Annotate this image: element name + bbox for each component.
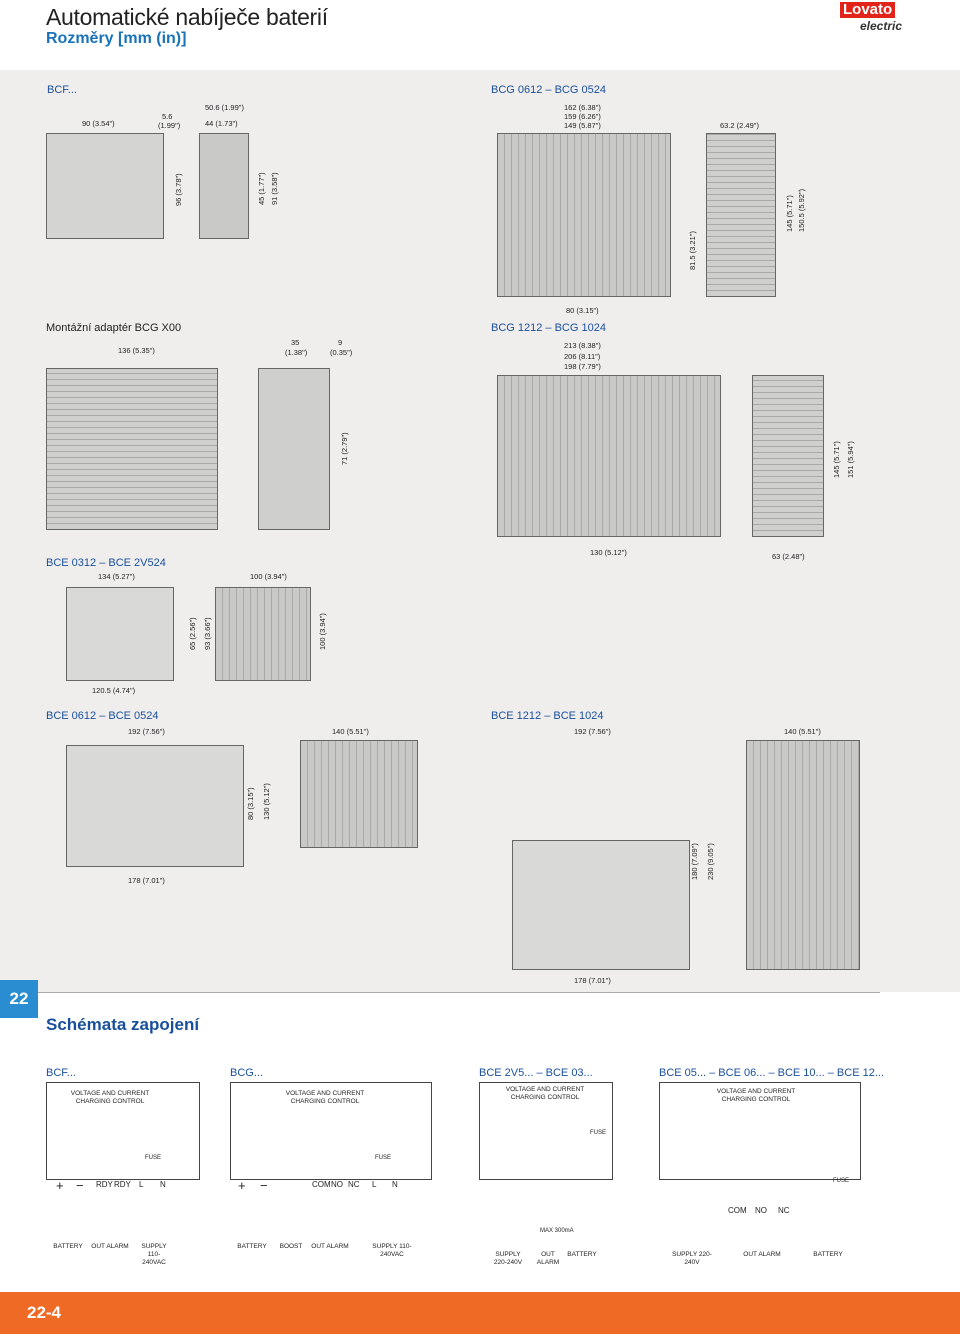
bcg0612-d3: 149 (5.87") xyxy=(564,121,601,130)
bcg0612-d8: 80 (3.15") xyxy=(566,306,599,315)
schem-bce05-t0: COM xyxy=(728,1206,747,1215)
bce0612-side-view xyxy=(300,740,418,848)
bce0612-d2: 140 (5.51") xyxy=(332,727,369,736)
bcf-front-view xyxy=(46,133,164,239)
bce1212-d3: 180 (7.09") xyxy=(690,843,699,880)
schem-bce2v5-b2: BATTERY xyxy=(567,1251,597,1258)
page-title: Automatické nabíječe baterií xyxy=(46,4,328,30)
schem-bcg-b3: SUPPLY 110-240VAC xyxy=(372,1243,412,1258)
bcg0612-front-view xyxy=(497,133,671,297)
bcg1212-d1: 213 (8.38") xyxy=(564,341,601,350)
schem-bcg-t2: COM xyxy=(312,1180,331,1189)
bcg0612-label: BCG 0612 – BCG 0524 xyxy=(491,84,606,96)
bce0312-d5: 100 (3.94") xyxy=(318,613,327,650)
bcg0612-d7: 150.5 (5.92") xyxy=(797,188,806,232)
bcf-d4: 44 (1.73") xyxy=(205,119,238,128)
bce0612-d4: 130 (5.12") xyxy=(262,783,271,820)
schem-bcg-t6: N xyxy=(392,1180,398,1189)
schem-bcg-fuse: FUSE xyxy=(375,1155,392,1161)
schem-bcg-box-label: VOLTAGE AND CURRENT CHARGING CONTROL xyxy=(285,1090,365,1105)
bcf-d2: 5.6 xyxy=(162,112,173,121)
adapter-label: Montážní adaptér BCG X00 xyxy=(46,322,182,334)
schem-bcf-b0: BATTERY xyxy=(53,1243,83,1250)
schem-bcg-b1: BOOST xyxy=(279,1243,303,1250)
schem-bce05-b2: BATTERY xyxy=(813,1251,843,1258)
bce0612-d1: 192 (7.56") xyxy=(128,727,165,736)
bcg1212-d3: 198 (7.79") xyxy=(564,362,601,371)
schem-bcf-t5: N xyxy=(160,1180,166,1189)
bcg1212-d5: 151 (5.94") xyxy=(846,441,855,478)
page-subtitle: Rozměry [mm (in)] xyxy=(46,30,187,47)
adapter-front-view xyxy=(46,368,218,530)
bce1212-front-view xyxy=(512,840,690,970)
bcg0612-d4: 63.2 (2.49") xyxy=(720,121,759,130)
bcg1212-label: BCG 1212 – BCG 1024 xyxy=(491,322,606,334)
bcf-d7: 91 (3.58") xyxy=(270,172,279,205)
schem-bcf-b2: SUPPLY 110-240VAC xyxy=(141,1243,167,1266)
adapter-d3: 9 xyxy=(338,338,343,347)
bcg1212-front-view xyxy=(497,375,721,537)
bcg0612-d2: 159 (6.26") xyxy=(564,112,601,121)
bcg0612-d5: 81.5 (3.21") xyxy=(688,231,697,270)
schem-bcf-t0: + xyxy=(56,1178,64,1193)
bcf-d6: 45 (1.77") xyxy=(257,172,266,205)
lovato-logo xyxy=(828,1,906,40)
section-divider xyxy=(38,992,880,993)
schem-bcf-b1: OUT ALARM xyxy=(91,1243,129,1250)
adapter-d4b: (0.35") xyxy=(330,348,353,357)
bce1212-d1: 192 (7.56") xyxy=(574,727,611,736)
adapter-d2b: (1.38") xyxy=(285,348,308,357)
bcg1212-side-view xyxy=(752,375,824,537)
adapter-d4: 71 (2.79") xyxy=(340,432,349,465)
bcf-side-view xyxy=(199,133,249,239)
schem-bcf-box-label: VOLTAGE AND CURRENT CHARGING CONTROL xyxy=(70,1090,150,1105)
page-number: 22-4 xyxy=(0,1292,88,1334)
schem-bcf-t1: − xyxy=(76,1178,84,1193)
schem-bcg-t4: NC xyxy=(348,1180,360,1189)
adapter-side-view xyxy=(258,368,330,530)
bce0312-d2: 100 (3.94") xyxy=(250,572,287,581)
schem-bcg-b2: OUT ALARM xyxy=(311,1243,349,1250)
schem-bce2v5-label: BCE 2V5... – BCE 03... xyxy=(479,1067,593,1079)
schem-bce05-b1: OUT ALARM xyxy=(743,1251,781,1258)
logo-sub: electric xyxy=(860,19,903,33)
schemata-title: Schémata zapojení xyxy=(46,1015,200,1034)
bcg0612-d1: 162 (6.38") xyxy=(564,103,601,112)
bce0312-d4: 93 (3.66") xyxy=(203,617,212,650)
schem-bce05-fuse: FUSE xyxy=(833,1178,850,1184)
bce0612-d3: 80 (3.15") xyxy=(246,787,255,820)
bcf-d2b: (1.99") xyxy=(158,121,181,130)
schem-bce05-label: BCE 05... – BCE 06... – BCE 10... – BCE 12... xyxy=(659,1067,885,1079)
schem-bce2v5-max: MAX 300mA xyxy=(540,1228,574,1234)
bce0312-label: BCE 0312 – BCE 2V524 xyxy=(46,557,166,569)
schem-bce05-box-label: VOLTAGE AND CURRENT CHARGING CONTROL xyxy=(716,1088,796,1103)
schem-bce05-t1: NO xyxy=(755,1206,767,1215)
bce1212-d5: 178 (7.01") xyxy=(574,976,611,985)
bcf-label: BCF... xyxy=(47,84,77,96)
schem-bce05-b0: SUPPLY 220-240V xyxy=(672,1251,712,1266)
schem-bcg-t0: + xyxy=(238,1178,246,1193)
bce0312-d3: 65 (2.56") xyxy=(188,617,197,650)
bce1212-label: BCE 1212 – BCE 1024 xyxy=(491,710,604,722)
bcg1212-d7: 63 (2.48") xyxy=(772,552,805,561)
bcg0612-d6: 145 (5.71") xyxy=(785,195,794,232)
bce0312-d6: 120.5 (4.74") xyxy=(92,686,136,695)
bce0612-front-view xyxy=(66,745,244,867)
schem-bcf-t4: L xyxy=(139,1180,144,1189)
section-tab: 22 xyxy=(0,980,38,1018)
schem-bcf-label: BCF... xyxy=(46,1067,76,1079)
schem-bcg-label: BCG... xyxy=(230,1067,264,1079)
bce0312-front-view xyxy=(66,587,174,681)
adapter-d1: 136 (5.35") xyxy=(118,346,155,355)
bce1212-side-view xyxy=(746,740,860,970)
bce1212-d2: 140 (5.51") xyxy=(784,727,821,736)
bcg0612-side-view xyxy=(706,133,776,297)
bce0312-d1: 134 (5.27") xyxy=(98,572,135,581)
bcg1212-d4: 145 (5.71") xyxy=(832,441,841,478)
logo-name: Lovato xyxy=(840,2,895,18)
schem-bce2v5-fuse: FUSE xyxy=(590,1130,607,1136)
bcg1212-d2: 206 (8.11") xyxy=(564,352,601,361)
schem-bce05-t2: NC xyxy=(778,1206,790,1215)
bce1212-d4: 230 (9.05") xyxy=(706,843,715,880)
footer-bar xyxy=(0,1292,960,1334)
bce0612-label: BCE 0612 – BCE 0524 xyxy=(46,710,159,722)
bcg1212-d6: 130 (5.12") xyxy=(590,548,627,557)
schem-bce2v5-b1: OUT ALARM xyxy=(536,1251,560,1266)
schem-bce2v5-box-label: VOLTAGE AND CURRENT CHARGING CONTROL xyxy=(505,1086,585,1101)
bce0612-d5: 178 (7.01") xyxy=(128,876,165,885)
bcf-d5: 96 (3.78") xyxy=(174,173,183,206)
schem-bce2v5-b0: SUPPLY 220-240V xyxy=(493,1251,523,1266)
schem-bcg-t3: NO xyxy=(331,1180,343,1189)
schem-bcg-b0: BATTERY xyxy=(237,1243,267,1250)
schem-bcg-t5: L xyxy=(372,1180,377,1189)
schem-bcg-t1: − xyxy=(260,1178,268,1193)
schem-bcf-t2: RDY xyxy=(96,1180,113,1189)
schem-bcf-fuse: FUSE xyxy=(145,1155,162,1161)
bce0312-side-view xyxy=(215,587,311,681)
bcf-d3: 50.6 (1.99") xyxy=(205,103,244,112)
bcf-d1: 90 (3.54") xyxy=(82,119,115,128)
schem-bcf-t3: RDY xyxy=(114,1180,131,1189)
adapter-d2: 35 xyxy=(291,338,300,347)
